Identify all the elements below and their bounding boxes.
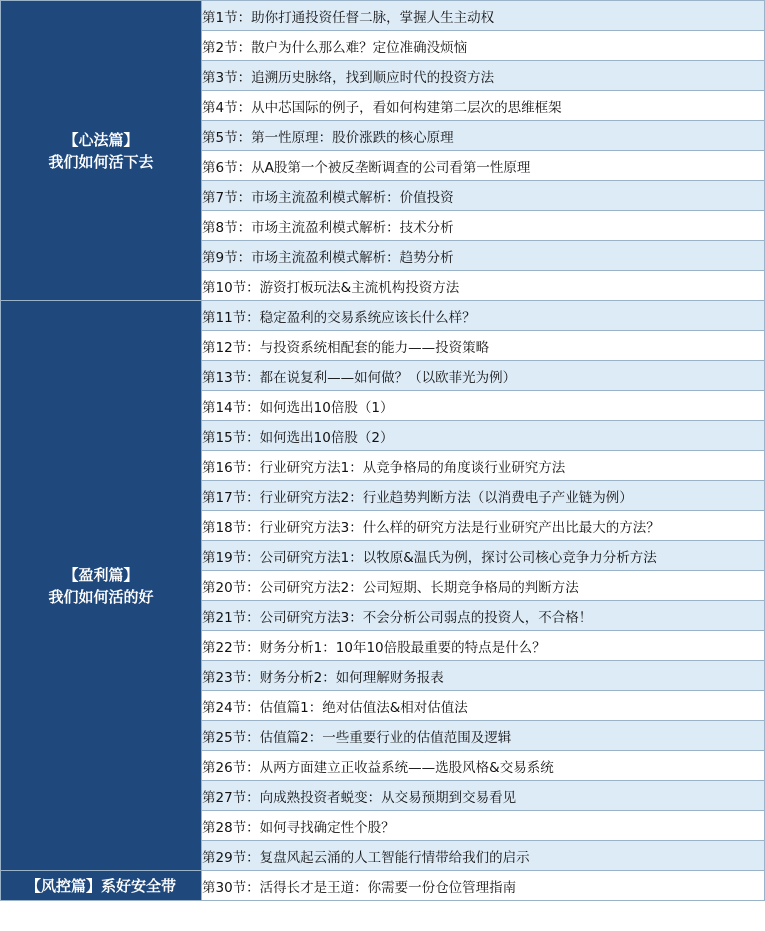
- lesson-title: 第10节：游资打板玩法&主流机构投资方法: [202, 271, 765, 301]
- lesson-title: 第11节：稳定盈利的交易系统应该长什么样？: [202, 301, 765, 331]
- lesson-title: 第30节：活得长才是王道：你需要一份仓位管理指南: [202, 871, 765, 901]
- lesson-row: [1, 301, 765, 331]
- lesson-title: 第23节：财务分析2：如何理解财务报表: [202, 661, 765, 691]
- lesson-title: 第26节：从两方面建立正收益系统——选股风格&交易系统: [202, 751, 765, 781]
- lesson-title: 第20节：公司研究方法2：公司短期、长期竞争格局的判断方法: [202, 571, 765, 601]
- lesson-title: 第17节：行业研究方法2：行业趋势判断方法（以消费电子产业链为例）: [202, 481, 765, 511]
- lesson-row: [1, 1, 765, 31]
- lesson-title: 第9节：市场主流盈利模式解析：趋势分析: [202, 241, 765, 271]
- lesson-title: 第14节：如何选出10倍股（1）: [202, 391, 765, 421]
- lesson-title: 第19节：公司研究方法1：以牧原&温氏为例，探讨公司核心竞争力分析方法: [202, 541, 765, 571]
- section-header-cell: [1, 1, 202, 301]
- course-outline-body: [1, 1, 765, 901]
- lesson-title: 第5节：第一性原理：股价涨跌的核心原理: [202, 121, 765, 151]
- lesson-row: [1, 871, 765, 901]
- lesson-title: 第29节：复盘风起云涌的人工智能行情带给我们的启示: [202, 841, 765, 871]
- lesson-title: 第13节：都在说复利——如何做？（以欧菲光为例）: [202, 361, 765, 391]
- section-header-cell: [1, 301, 202, 871]
- lesson-title: 第21节：公司研究方法3：不会分析公司弱点的投资人，不合格！: [202, 601, 765, 631]
- lesson-title: 第6节：从A股第一个被反垄断调查的公司看第一性原理: [202, 151, 765, 181]
- lesson-title: 第24节：估值篇1：绝对估值法&相对估值法: [202, 691, 765, 721]
- lesson-title: 第1节：助你打通投资任督二脉，掌握人生主动权: [202, 1, 765, 31]
- lesson-title: 第27节：向成熟投资者蜕变：从交易预期到交易看见: [202, 781, 765, 811]
- lesson-title: 第4节：从中芯国际的例子，看如何构建第二层次的思维框架: [202, 91, 765, 121]
- section-header-cell: [1, 871, 202, 901]
- lesson-title: 第15节：如何选出10倍股（2）: [202, 421, 765, 451]
- lesson-title: 第25节：估值篇2：一些重要行业的估值范围及逻辑: [202, 721, 765, 751]
- lesson-title: 第12节：与投资系统相配套的能力——投资策略: [202, 331, 765, 361]
- section-subtitle: 我们如何活下去: [48, 152, 154, 171]
- lesson-title: 第16节：行业研究方法1：从竞争格局的角度谈行业研究方法: [202, 451, 765, 481]
- lesson-title: 第18节：行业研究方法3：什么样的研究方法是行业研究产出比最大的方法？: [202, 511, 765, 541]
- lesson-title: 第28节：如何寻找确定性个股？: [202, 811, 765, 841]
- section-title: 【风控篇】系好安全带: [25, 876, 176, 895]
- lesson-title: 第8节：市场主流盈利模式解析：技术分析: [202, 211, 765, 241]
- lesson-title: 第7节：市场主流盈利模式解析：价值投资: [202, 181, 765, 211]
- section-title: 【心法篇】: [63, 130, 139, 149]
- lesson-title: 第22节：财务分析1：10年10倍股最重要的特点是什么？: [202, 631, 765, 661]
- lesson-title: 第2节：散户为什么那么难？定位准确没烦恼: [202, 31, 765, 61]
- lesson-title: 第3节：追溯历史脉络，找到顺应时代的投资方法: [202, 61, 765, 91]
- section-title: 【盈利篇】: [63, 565, 139, 584]
- section-subtitle: 我们如何活的好: [48, 587, 154, 606]
